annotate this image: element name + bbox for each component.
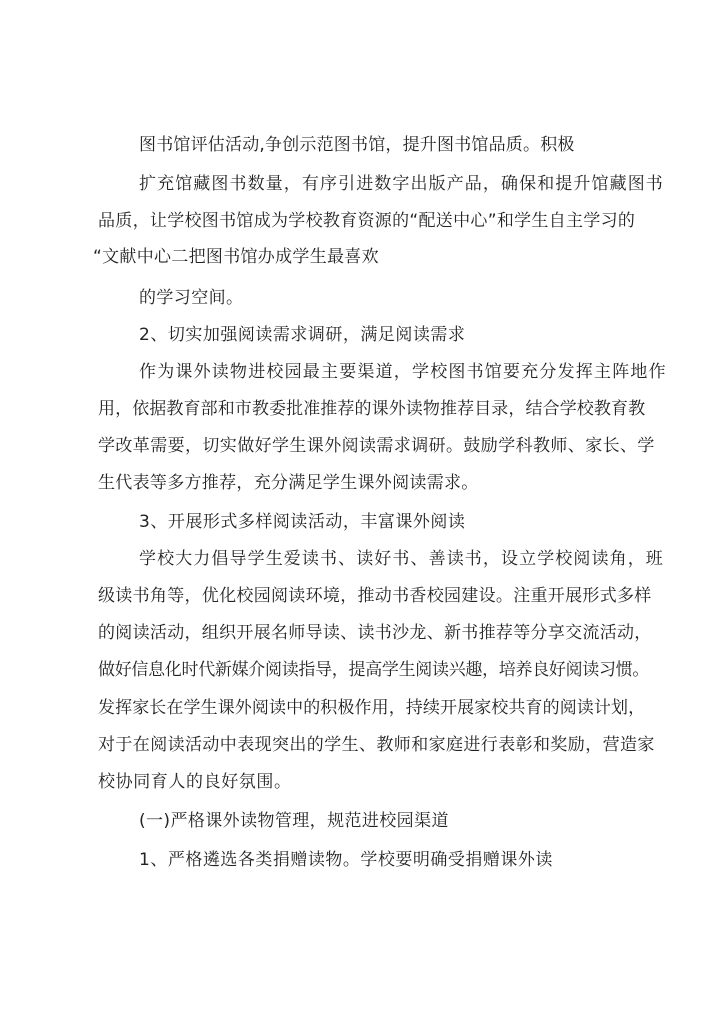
text-line: 级读书角等，优化校园阅读环境，推动书香校园建设。注重开展形式多样 (98, 586, 652, 606)
text-line: 作为课外读物进校园最主要渠道，学校图书馆要充分发挥主阵地作 (139, 362, 667, 382)
text-line: 学校大力倡导学生爱读书、读好书、善读书，设立学校阅读角，班 (139, 549, 664, 569)
heading-line: 2、切实加强阅读需求调研，满足阅读需求 (139, 325, 466, 345)
text-line: 生代表等多方推荐，充分满足学生课外阅读需求。 (98, 473, 479, 493)
text-line: 的学习空间。 (139, 288, 244, 308)
text-line: 扩充馆藏图书数量，有序引进数字出版产品，确保和提升馆藏图书 (139, 174, 664, 194)
text-line: 的阅读活动，组织开展名师导读、读书沙龙、新书推荐等分享交流活动， (98, 623, 652, 643)
text-line: 校协同育人的良好氛围。 (98, 772, 292, 792)
text-line: 对于在阅读活动中表现突出的学生、教师和家庭进行表彰和奖励，营造家 (98, 735, 655, 755)
text-line: 学改革需要，切实做好学生课外阅读需求调研。鼓励学科教师、家长、学 (98, 436, 655, 456)
text-line: 发挥家长在学生课外阅读中的积极作用，持续开展家校共育的阅读计划， (98, 698, 646, 718)
text-line: 用，依据教育部和市教委批准推荐的课外读物推荐目录，结合学校教育教 (98, 399, 646, 419)
text-line: 品质，让学校图书馆成为学校教育资源的“配送中心”和学生自主学习的 (98, 211, 636, 231)
text-line: “文献中心二把图书馆办成学生最喜欢 (93, 247, 379, 267)
text-line: 图书馆评估活动,争创示范图书馆，提升图书馆品质。积极 (139, 135, 575, 155)
text-line: 1、严格遴选各类捐赠读物。学校要明确受捐赠课外读 (139, 850, 553, 870)
heading-line: (一)严格课外读物管理，规范进校园渠道 (139, 811, 449, 831)
heading-line: 3、开展形式多样阅读活动，丰富课外阅读 (139, 512, 466, 532)
text-line: 做好信息化时代新媒介阅读指导，提高学生阅读兴趣，培养良好阅读习惯。 (98, 660, 650, 680)
